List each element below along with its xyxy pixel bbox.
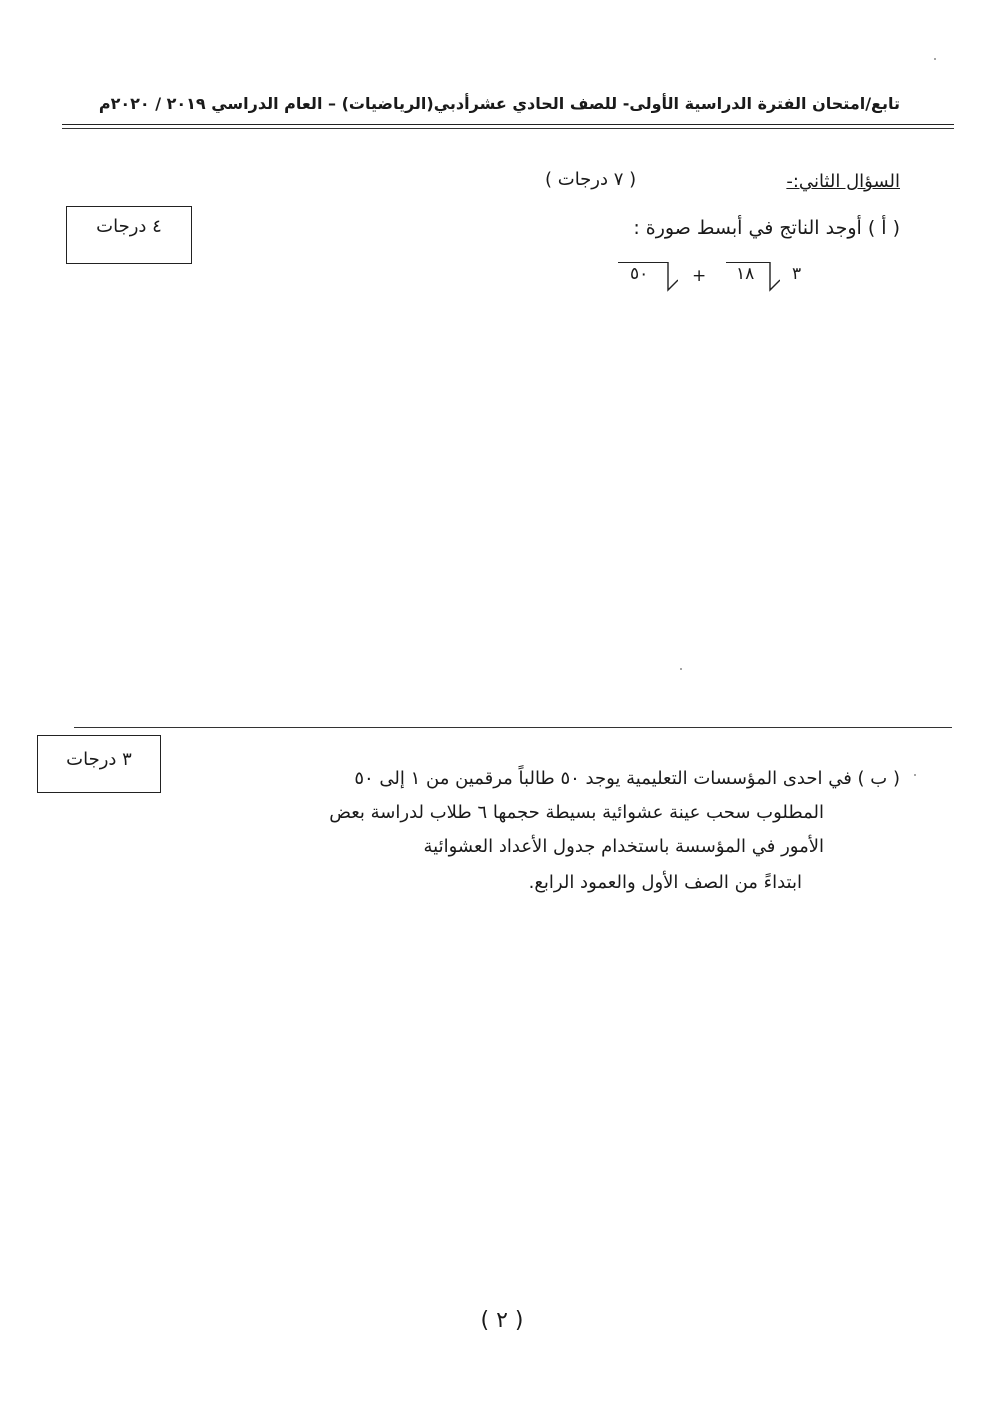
question-marks: ( ٧ درجات ) xyxy=(545,169,637,190)
part-b-marks-box: ٣ درجات xyxy=(37,735,161,793)
radical-expression xyxy=(600,252,820,296)
expression-radicand-2: ٥٠ xyxy=(630,264,649,284)
scan-speck xyxy=(934,58,936,60)
expression-radicand-1: ١٨ xyxy=(736,264,755,284)
expression-coefficient: ٣ xyxy=(792,264,802,284)
part-b-line-2: المطلوب سحب عينة عشوائية بسيطة حجمها ٦ طلاب لدراسة بعض xyxy=(329,802,824,823)
part-b-line-3: الأمور في المؤسسة باستخدام جدول الأعداد العشوائية xyxy=(423,836,824,857)
part-b-line-4: ابتداءً من الصف الأول والعمود الرابع. xyxy=(528,872,802,893)
page-header: تابع/امتحان الفترة الدراسية الأولى- للصف الحادي عشرأدبي(الرياضيات) – العام الدراسي ٢٠١٩ / ٢٠٢٠م xyxy=(98,94,900,113)
radical-bar-2 xyxy=(618,262,668,263)
header-rule xyxy=(62,124,954,125)
part-a-marks-box: ٤ درجات xyxy=(66,206,192,264)
question-title: السؤال الثاني:- xyxy=(786,171,900,192)
scan-speck xyxy=(914,774,916,776)
expression-operator: + xyxy=(692,266,707,286)
radical-sign-2 xyxy=(662,262,678,292)
header-rule-double xyxy=(62,128,954,129)
part-a-prompt: ( أ ) أوجد الناتج في أبسط صورة : xyxy=(633,217,900,239)
page-number: ( ٢ ) xyxy=(480,1308,524,1333)
section-divider xyxy=(74,727,952,728)
scan-speck xyxy=(680,668,682,670)
part-b-line-1: ( ب ) في احدى المؤسسات التعليمية يوجد ٥٠ طالباً مرقمين من ١ إلى ٥٠ xyxy=(354,768,900,789)
radical-sign-1 xyxy=(764,262,780,292)
